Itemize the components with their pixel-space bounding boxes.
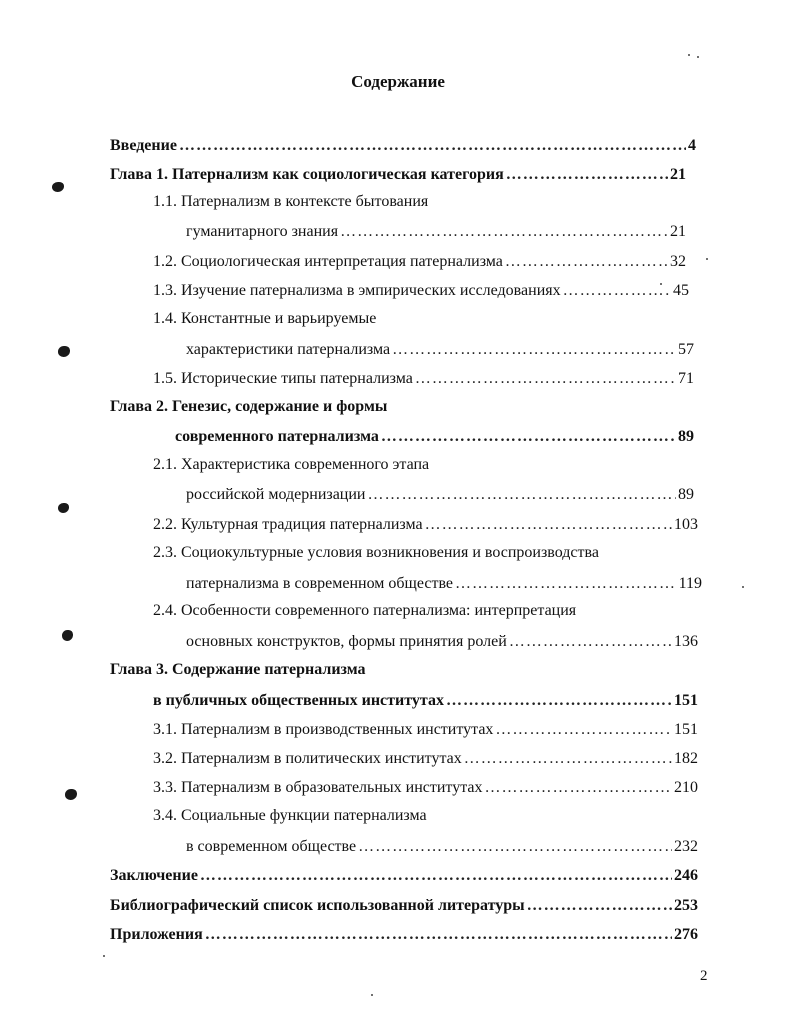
toc-page: 45 — [673, 282, 689, 299]
toc-label: 1.3. Изучение патернализма в эмпирических исследованиях — [153, 282, 561, 299]
toc-leader — [415, 369, 676, 389]
toc-entry-intro — [110, 130, 696, 156]
toc-label: 1.5. Исторические типы патернализма — [153, 370, 413, 387]
toc-leader — [495, 720, 672, 740]
toc-leader — [455, 574, 677, 594]
toc-entry-3-3 — [153, 772, 698, 798]
toc-page: 276 — [674, 926, 698, 943]
toc-label: 3.1. Патернализм в производственных институтах — [153, 721, 494, 738]
scan-mark — [58, 346, 70, 357]
toc-leader — [425, 515, 672, 535]
scan-speck — [103, 955, 105, 957]
toc-entry-3-4: 3.4. Социальные функции патернализма — [153, 807, 427, 824]
toc-entry-3-4-cont — [186, 831, 698, 857]
toc-entry-3-1 — [153, 714, 698, 740]
toc-leader — [358, 837, 672, 857]
scan-speck — [688, 54, 690, 56]
toc-page: 21 — [670, 166, 686, 183]
toc-page: 103 — [674, 516, 698, 533]
scan-speck — [371, 994, 373, 996]
toc-page: 151 — [674, 721, 698, 738]
toc-page: 246 — [674, 867, 698, 884]
toc-label: гуманитарного знания — [186, 223, 339, 240]
toc-label: Заключение — [110, 867, 198, 884]
toc-label: российской модернизации — [186, 486, 366, 503]
toc-leader — [485, 778, 673, 798]
toc-page: 119 — [678, 575, 702, 592]
toc-entry-2-3-cont — [186, 568, 702, 594]
scan-speck — [697, 56, 699, 58]
toc-leader — [446, 691, 672, 711]
toc-page: 232 — [674, 838, 698, 855]
toc-label: в публичных общественных институтах — [153, 692, 444, 709]
toc-entry-1-4-cont — [186, 334, 694, 360]
toc-leader — [340, 222, 668, 242]
toc-label: Библиографический список использованной литературы — [110, 897, 525, 914]
toc-entry-conclusion — [110, 860, 698, 886]
toc-label: 3.2. Патернализм в политических институтах — [153, 750, 462, 767]
page-number: 2 — [700, 968, 708, 984]
toc-entry-1-1-cont — [186, 216, 686, 242]
scan-speck — [706, 258, 708, 260]
toc-page: 89 — [678, 428, 694, 445]
toc-entry-3-2 — [153, 743, 698, 769]
scan-mark — [52, 182, 64, 192]
toc-page: 32 — [670, 253, 686, 270]
toc-page: 21 — [670, 223, 686, 240]
toc-page: 182 — [674, 750, 698, 767]
toc-label: 2.2. Культурная традиция патернализма — [153, 516, 423, 533]
toc-label: Глава 1. Патернализм как социологическая категория — [110, 166, 504, 183]
toc-leader — [509, 632, 672, 652]
toc-leader — [368, 485, 677, 505]
toc-page: 253 — [674, 897, 698, 914]
toc-entry-chapter-1 — [110, 159, 686, 185]
toc-leader — [563, 281, 671, 301]
toc-leader — [506, 165, 668, 185]
toc-page: 4 — [688, 137, 696, 154]
toc-page: 151 — [674, 692, 698, 709]
scan-mark — [62, 630, 73, 641]
toc-entry-1-2 — [153, 246, 686, 272]
toc-label: патернализма в современном обществе — [186, 575, 454, 592]
toc-label: Введение — [110, 137, 177, 154]
toc-entry-1-3 — [153, 275, 689, 301]
toc-page: 210 — [674, 779, 698, 796]
toc-entry-bibliography — [110, 890, 698, 916]
toc-page: 136 — [674, 633, 698, 650]
toc-entry-2-1: 2.1. Характеристика современного этапа — [153, 456, 430, 473]
toc-entry-chapter-2: Глава 2. Генезис, содержание и формы — [110, 398, 388, 415]
toc-entry-chapter-2-cont — [175, 421, 694, 447]
toc-entry-chapter-3-cont — [153, 685, 698, 711]
toc-leader — [392, 340, 676, 360]
toc-entry-2-2 — [153, 509, 698, 535]
toc-label: в современном обществе — [186, 838, 357, 855]
toc-label: основных конструктов, формы принятия ролей — [186, 633, 507, 650]
toc-label: 1.2. Социологическая интерпретация патернализма — [153, 253, 503, 270]
toc-entry-2-3: 2.3. Социокультурные условия возникновения и воспроизводства — [153, 544, 599, 561]
scan-mark — [65, 789, 77, 800]
toc-label: характеристики патернализма — [186, 341, 391, 358]
toc-page: 57 — [678, 341, 694, 358]
toc-entry-appendix — [110, 919, 698, 945]
toc-page: 89 — [678, 486, 694, 503]
toc-label: современного патернализма — [175, 428, 379, 445]
toc-leader — [464, 749, 672, 769]
toc-leader — [527, 896, 672, 916]
toc-entry-1-5 — [153, 363, 694, 389]
toc-entry-2-4-cont — [186, 626, 698, 652]
scan-mark — [58, 503, 69, 513]
toc-label: 3.3. Патернализм в образовательных институтах — [153, 779, 483, 796]
toc-label: Приложения — [110, 926, 203, 943]
toc-leader — [179, 136, 686, 156]
page-title: Содержание — [351, 72, 445, 91]
toc-leader — [205, 925, 672, 945]
toc-entry-chapter-3: Глава 3. Содержание патернализма — [110, 661, 366, 678]
scan-speck — [742, 586, 744, 588]
scan-speck — [660, 283, 662, 285]
toc-leader — [200, 866, 672, 886]
toc-entry-2-4: 2.4. Особенности современного патернализма: интерпретация — [153, 602, 577, 619]
toc-page: 71 — [678, 370, 694, 387]
toc-leader — [381, 427, 676, 447]
toc-entry-1-1: 1.1. Патернализм в контексте бытования — [153, 193, 429, 210]
toc-leader — [505, 252, 668, 272]
toc-entry-1-4: 1.4. Константные и варьируемые — [153, 310, 377, 327]
toc-entry-2-1-cont — [186, 479, 694, 505]
